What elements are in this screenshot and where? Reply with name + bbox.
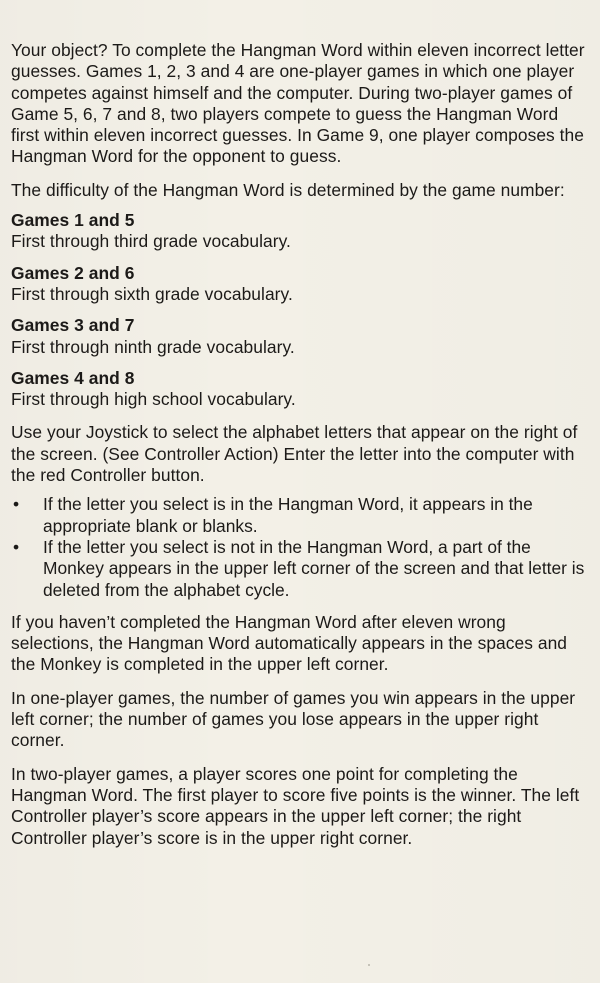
game-description: First through sixth grade vocabulary. <box>11 283 293 304</box>
game-description: First through third grade vocabulary. <box>11 231 291 252</box>
game-level-4-8 <box>11 368 586 411</box>
difficulty-paragraph: The difficulty of the Hangman Word is determined by the game number: <box>11 179 565 200</box>
letter-result-list <box>11 494 586 600</box>
game-level-2-6 <box>11 263 586 306</box>
game-description: First through ninth grade vocabulary. <box>11 336 295 357</box>
game-description: First through high school vocabulary. <box>11 389 296 410</box>
game-heading: Games 1 and 5 <box>11 210 135 231</box>
joystick-paragraph: Use your Joystick to select the alphabet letters that appear on the right of the screen. (See Controller Action) Enter the letter into the computer with the red Controller button. <box>11 422 578 486</box>
objective-paragraph: Your object? To complete the Hangman Word within eleven incorrect letter guesses. Games 1, 2, 3 and 4 are one-player games in which one player competes against himself and the computer. During two-player games of Game 5, 6, 7 and 8, two players compete to guess the Hangman Word first within eleven incorrect guesses. In Game 9, one player composes the Hangman Word for the opponent to guess. <box>11 40 585 167</box>
list-item <box>11 537 586 601</box>
bullet-icon: • <box>13 536 20 557</box>
game-heading: Games 3 and 7 <box>11 315 135 336</box>
game-level-3-7 <box>11 315 586 358</box>
game-heading: Games 4 and 8 <box>11 367 135 388</box>
two-player-score-paragraph: In two-player games, a player scores one point for completing the Hangman Word. The first player to score five points is the winner. The left Controller player’s score appears in the upper left corner; the right Controller player’s score is in the upper right corner. <box>11 763 580 848</box>
game-level-1-5 <box>11 210 586 253</box>
incomplete-word-paragraph: If you haven’t completed the Hangman Word after eleven wrong selections, the Hangman Word automatically appears in the spaces and the Monkey is completed in the upper left corner. <box>11 611 568 675</box>
list-item-text: If the letter you select is not in the Hangman Word, a part of the Monkey appears in the upper left corner of the screen and that letter is deleted from the alphabet cycle. <box>43 536 585 600</box>
one-player-score-paragraph: In one-player games, the number of games you win appears in the upper left corner; the number of games you lose appears in the upper right corner. <box>11 687 576 751</box>
game-heading: Games 2 and 6 <box>11 262 135 283</box>
list-item <box>11 494 586 537</box>
list-item-text: If the letter you select is in the Hangman Word, it appears in the appropriate blank or blanks. <box>43 494 533 536</box>
paper-speck <box>368 964 370 966</box>
bullet-icon: • <box>13 494 20 515</box>
